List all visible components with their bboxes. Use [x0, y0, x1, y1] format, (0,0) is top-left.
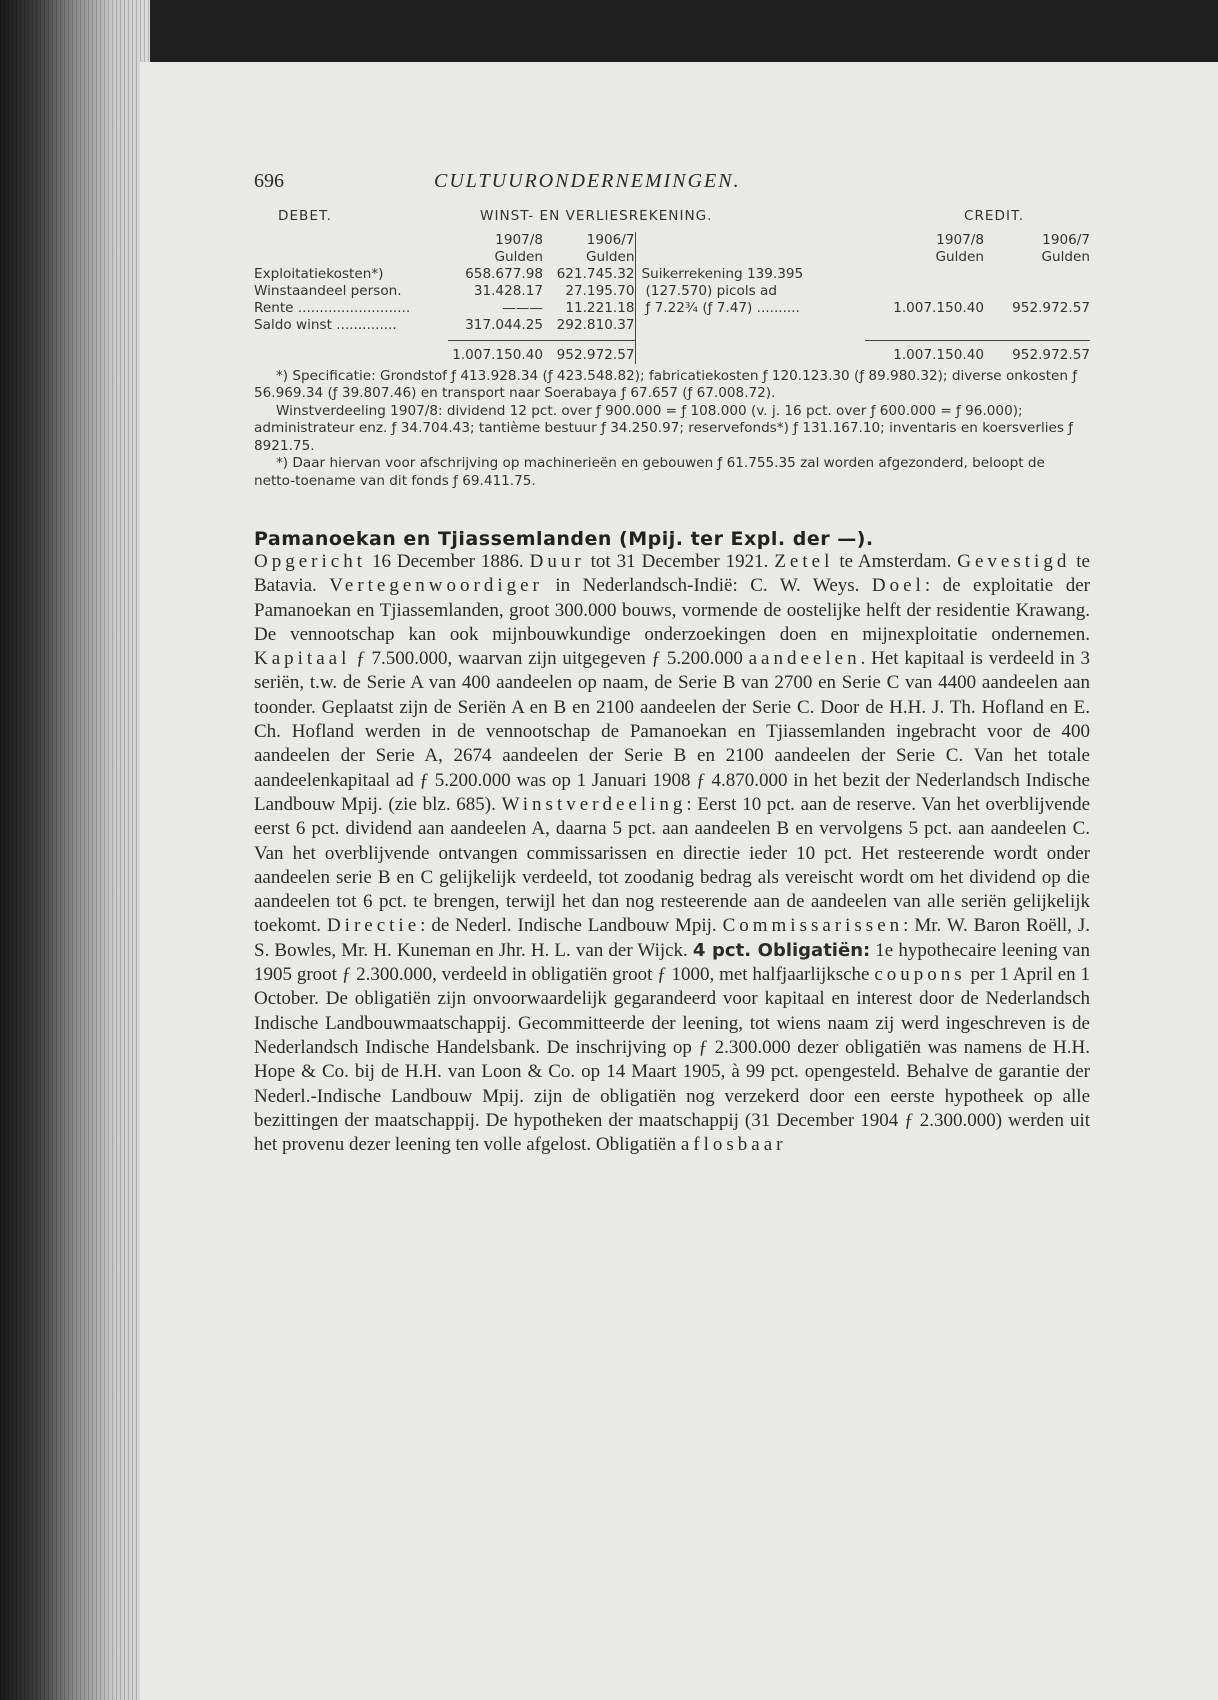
company-description	[254, 550, 1090, 1157]
year-row	[254, 232, 1090, 249]
credit-total-a: 1.007.150.40	[893, 346, 984, 363]
running-title: CULTUURONDERNEMINGEN.	[434, 170, 741, 192]
keyword-vertegenwoordiger: Vertegenwoordiger	[329, 575, 543, 597]
running-header	[254, 170, 1090, 204]
keyword-kapitaal: Kapitaal	[254, 648, 351, 670]
debet-label-1: Exploitatiekosten*)	[254, 266, 384, 282]
debet-label-3: Rente ..........................	[254, 300, 411, 316]
table-row	[254, 283, 1090, 300]
note-reserve-fund: *) Daar hiervan voor afschrijving op machinerieën en gebouwen ƒ 61.755.35 zal worden afgezonderd, beloopt de netto-toename van dit fonds ƒ 69.411.75.	[254, 455, 1045, 489]
credit-value-b: 952.972.57	[1012, 300, 1090, 316]
text-run: 1e hypothecaire leening van 1905 groot ƒ 2.300.000, verdeeld in obligatiën groot ƒ 1000, met halfjaarlijksche	[254, 939, 1090, 986]
text-run: 16 December 1886.	[365, 551, 530, 572]
keyword-duur: Duur	[529, 551, 585, 572]
debet-label-2: Winstaandeel person.	[254, 283, 402, 299]
credit-unit-a: Gulden	[935, 249, 984, 265]
credit-total-b: 952.972.57	[1012, 346, 1090, 363]
credit-unit-b: Gulden	[1041, 249, 1090, 265]
keyword-directie: Directie	[326, 915, 421, 937]
keyword-gevestigd: Gevestigd	[957, 551, 1071, 572]
account-table	[254, 232, 1090, 364]
keyword-aandeelen: aandeelen	[748, 648, 861, 670]
text-run: ƒ 7.500.000, waarvan zijn uitgegeven ƒ 5.200.000	[350, 648, 749, 670]
account-title: WINST- EN VERLIESREKENING.	[480, 208, 713, 224]
text-run: per 1 April en 1 October. De obligatiën zijn onvoorwaardelijk gegarandeerd voor kapitaal en interest door de Nederlandsch Indische Landbouwmaatschappij. Gecommitteerde der leening, tot wiens naam zij werd ingeschreven is de Nederlandsch Indische Handelsbank. De inschrijving op ƒ 2.300.000 dezer obligatiën was namens de H.H. Hope & Co. bij de H.H. van Loon & Co. op 14 Maart 1905, à 99 pct. opengesteld. Behalve de garantie der Nederl.-Indische Landbouw Mpij. zijn de obligatiën nog verzekerd door een eerste hypotheek op alle bezittingen der maatschappij. De hypotheken der maatschappij (31 December 1904 ƒ 2.300.000) werden uit het provenu dezer leening ten volle afgelost. Obligatiën	[254, 964, 1090, 1156]
debet-unit-a: Gulden	[494, 249, 543, 265]
keyword-opgericht: Opgericht	[254, 551, 366, 572]
debet-year-a: 1907/8	[495, 232, 543, 248]
table-row	[254, 300, 1090, 317]
text-run: te Amsterdam.	[833, 551, 958, 572]
keyword-doel: Doel	[871, 575, 925, 597]
debet-value-b: 621.745.32	[556, 266, 635, 282]
text-run: : Eerst 10 pct. aan de reserve. Van het overblijvende eerst 6 pct. dividend aan aandeelen A, daarna 5 pct. aan aandeelen B en vervolgens 5 pct. aan aandeelen C. Van het overblijvende ontvangen commissarissen en directie ieder 10 pct. Het resteerende wordt onder aandeelen serie B en C gelijkelijk verdeeld, tot zoodanig bedrag als vereischt wordt om het dividend op die aandeelen tot 6 pct. te brengen, terwijl het dan nog resteerende aan de aandeelen van alle seriën gelijkelijk toekomt.	[254, 793, 1090, 937]
profit-loss-account	[254, 208, 1090, 490]
debet-value-b: 292.810.37	[556, 317, 635, 333]
note-profit-distribution: Winstverdeeling 1907/8: dividend 12 pct. over ƒ 900.000 = ƒ 108.000 (v. j. 16 pct. over ƒ 600.000 = ƒ 96.000); administrateur enz. ƒ 34.704.43; tantième bestuur ƒ 34.250.97; reservefonds*) ƒ 131.167.10; inventaris en koersverlies ƒ 8921.75.	[254, 402, 1074, 454]
text-run: tot 31 December 1921.	[584, 551, 775, 572]
page-number: 696	[254, 170, 284, 192]
credit-year-b: 1906/7	[1042, 232, 1090, 248]
book-page-edges	[0, 0, 150, 1700]
credit-label: CREDIT.	[964, 208, 1025, 224]
page-content	[254, 170, 1090, 1157]
debet-value-b: 27.195.70	[565, 283, 635, 299]
credit-line-1: Suikerrekening 139.395	[635, 266, 865, 283]
debet-year-b: 1906/7	[586, 232, 635, 248]
account-notes	[254, 368, 1090, 491]
credit-line-2: (127.570) picols ad	[635, 283, 865, 300]
keyword-aflosbaar: aflosbaar	[680, 1134, 787, 1156]
debet-value-a: 31.428.17	[473, 283, 543, 299]
debet-value-a: 658.677.98	[465, 266, 543, 282]
keyword-obligatien: 4 pct. Obligatiën:	[692, 939, 871, 961]
keyword-winstverdeeling: Winstverdeeling	[501, 793, 687, 815]
text-run: in Nederlandsch-Indië: C. W. Weys.	[542, 575, 872, 597]
text-run: : de Nederl. Indische Landbouw Mpij.	[420, 915, 723, 937]
table-row	[254, 317, 1090, 334]
text-run: . Het kapitaal is verdeeld in 3 seriën, t.w. de Serie A van 400 aandeelen op naam, de Serie B van 2700 en Serie C van 4400 aandeelen aan toonder. Geplaatst zijn de Seriën A en B en 2100 aandeelen der Serie C. Door de H.H. J. Th. Hofland en E. Ch. Hofland werden in de vennootschap de Pamanoekan en Tjiassemlanden ingebracht voor de 400 aandeelen der Serie A, 2674 aandeelen der Serie B en 2100 aandeelen der Serie C. Van het totale aandeelenkapitaal ad ƒ 5.200.000 was op 1 Januari 1908 ƒ 4.870.000 in het bezit der Nederlandsch Indische Landbouw Mpij. (zie blz. 685).	[254, 648, 1090, 815]
total-row	[254, 340, 1090, 364]
debet-total-b: 952.972.57	[556, 346, 635, 363]
book-page	[140, 62, 1218, 1700]
debet-value-b: 11.221.18	[565, 300, 635, 316]
debet-value-a: ———	[502, 300, 543, 316]
debet-label-4: Saldo winst ..............	[254, 317, 397, 333]
table-row	[254, 266, 1090, 283]
keyword-commissarissen: Commissarissen	[722, 915, 904, 937]
debet-label: DEBET.	[278, 208, 332, 224]
keyword-coupons: coupons	[874, 964, 966, 986]
debet-unit-b: Gulden	[585, 249, 635, 265]
debet-value-a: 317.044.25	[465, 317, 543, 333]
text-run: : de exploitatie der Pamanoekan en Tjiassemlanden, groot 300.000 bouws, vormende de oostelijke helft der residentie Krawang. De vennootschap kan ook mijnbouwkundige onderzoekingen doen en mijnexploitatie ondernemen.	[254, 575, 1090, 645]
keyword-zetel: Zetel	[774, 551, 834, 572]
debet-total-a: 1.007.150.40	[452, 346, 543, 363]
company-title: Pamanoekan en Tjiassemlanden (Mpij. ter Expl. der —).	[254, 528, 874, 550]
account-headings	[254, 208, 1090, 232]
note-specification: *) Specificatie: Grondstof ƒ 413.928.34 (ƒ 423.548.82); fabricatiekosten ƒ 120.123.30 (ƒ 89.980.32); diverse onkosten ƒ 56.969.34 (ƒ 39.807.46) en transport naar Soerabaya ƒ 67.657 (ƒ 67.008.72).	[254, 367, 1078, 401]
unit-row	[254, 249, 1090, 266]
text-run: : Mr. W. Baron Roëll, J. S. Bowles, Mr. H. Kuneman en Jhr. H. L. van der Wijck.	[254, 915, 1090, 961]
text-run: te Batavia.	[254, 551, 1090, 597]
credit-year-a: 1907/8	[936, 232, 984, 248]
credit-line-3: ƒ 7.22¾ (ƒ 7.47) ..........	[635, 300, 865, 317]
credit-value-a: 1.007.150.40	[893, 300, 984, 316]
